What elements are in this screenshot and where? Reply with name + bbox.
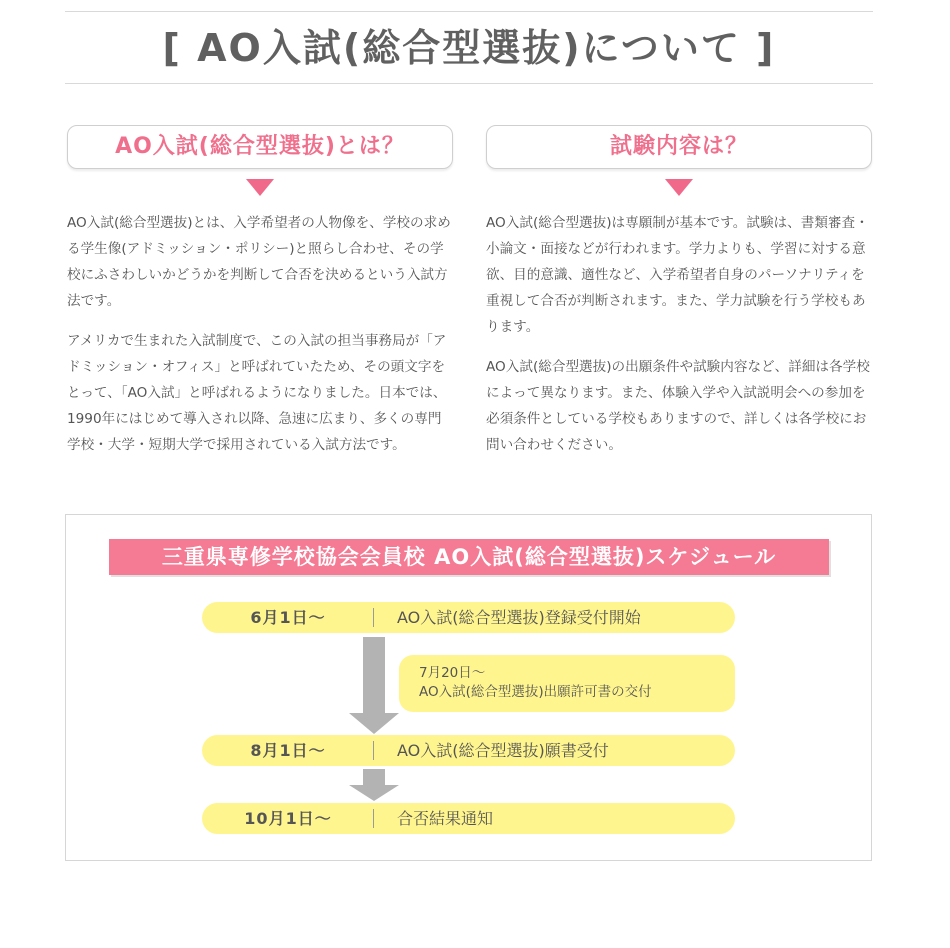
exam-content-paragraph: AO入試(総合型選抜)の出願条件や試験内容など、詳細は各学校によって異なります。また、体験入学や入試説明会への参加を必須条件としている学校もありますので、詳しくは各学校にお問い合わせください。 bbox=[486, 359, 870, 453]
exam-content-body bbox=[486, 210, 872, 458]
note-label: AO入試(総合型選抜)出願許可書の交付 bbox=[419, 684, 652, 700]
about-ao-paragraph: アメリカで生まれた入試制度で、この入試の担当事務局が「アドミッション・オフィス」と呼ばれていたため、その頭文字をとって、「AO入試」と呼ばれるようになりました。日本では、1990年にはじめて導入され以降、急速に広まり、多くの専門学校・大学・短期大学で採用されている入試方法です。 bbox=[67, 333, 447, 453]
schedule-step bbox=[202, 602, 735, 633]
schedule-banner: 三重県専修学校協会会員校 AO入試(総合型選抜)スケジュール bbox=[109, 539, 829, 575]
step-label: 合否結果通知 bbox=[397, 809, 494, 828]
top-rule bbox=[65, 11, 873, 12]
down-triangle-icon bbox=[246, 179, 274, 196]
page-title: [ AO入試(総合型選抜)について ] bbox=[162, 26, 776, 70]
note-date: 7月20日～ bbox=[419, 665, 486, 681]
exam-content-paragraph: AO入試(総合型選抜)は専願制が基本です。試験は、書類審査・小論文・面接などが行われます。学力よりも、学習に対する意欲、目的意識、適性など、入学希望者自身のパーソナリティを重視して合否が判断されます。また、学力試験を行う学校もあります。 bbox=[486, 215, 869, 335]
down-arrow-icon bbox=[349, 637, 399, 734]
schedule-box bbox=[65, 514, 872, 861]
step-label: AO入試(総合型選抜)願書受付 bbox=[397, 741, 609, 760]
exam-content-section bbox=[486, 125, 872, 472]
about-ao-section bbox=[67, 125, 453, 472]
schedule-note bbox=[399, 655, 735, 712]
exam-content-heading: 試験内容は？ bbox=[486, 125, 872, 169]
title-bottom-rule bbox=[65, 83, 873, 84]
step-divider bbox=[373, 809, 374, 828]
about-ao-heading: AO入試(総合型選抜)とは？ bbox=[67, 125, 453, 169]
step-divider bbox=[373, 741, 374, 760]
about-ao-body bbox=[67, 210, 453, 458]
step-date: 10月1日～ bbox=[244, 809, 332, 828]
about-ao-paragraph: AO入試(総合型選抜)とは、入学希望者の人物像を、学校の求める学生像(アドミッション・ポリシー)と照らし合わせ、その学校にふさわしいかどうかを判断して合否を決めるという入試方法です。 bbox=[67, 215, 451, 309]
down-arrow-icon bbox=[349, 769, 399, 801]
schedule-step bbox=[202, 735, 735, 766]
step-date: 6月1日～ bbox=[250, 608, 326, 627]
step-label: AO入試(総合型選抜)登録受付開始 bbox=[397, 608, 641, 627]
step-date: 8月1日～ bbox=[250, 741, 326, 760]
down-triangle-icon bbox=[665, 179, 693, 196]
step-divider bbox=[373, 608, 374, 627]
schedule-step bbox=[202, 803, 735, 834]
